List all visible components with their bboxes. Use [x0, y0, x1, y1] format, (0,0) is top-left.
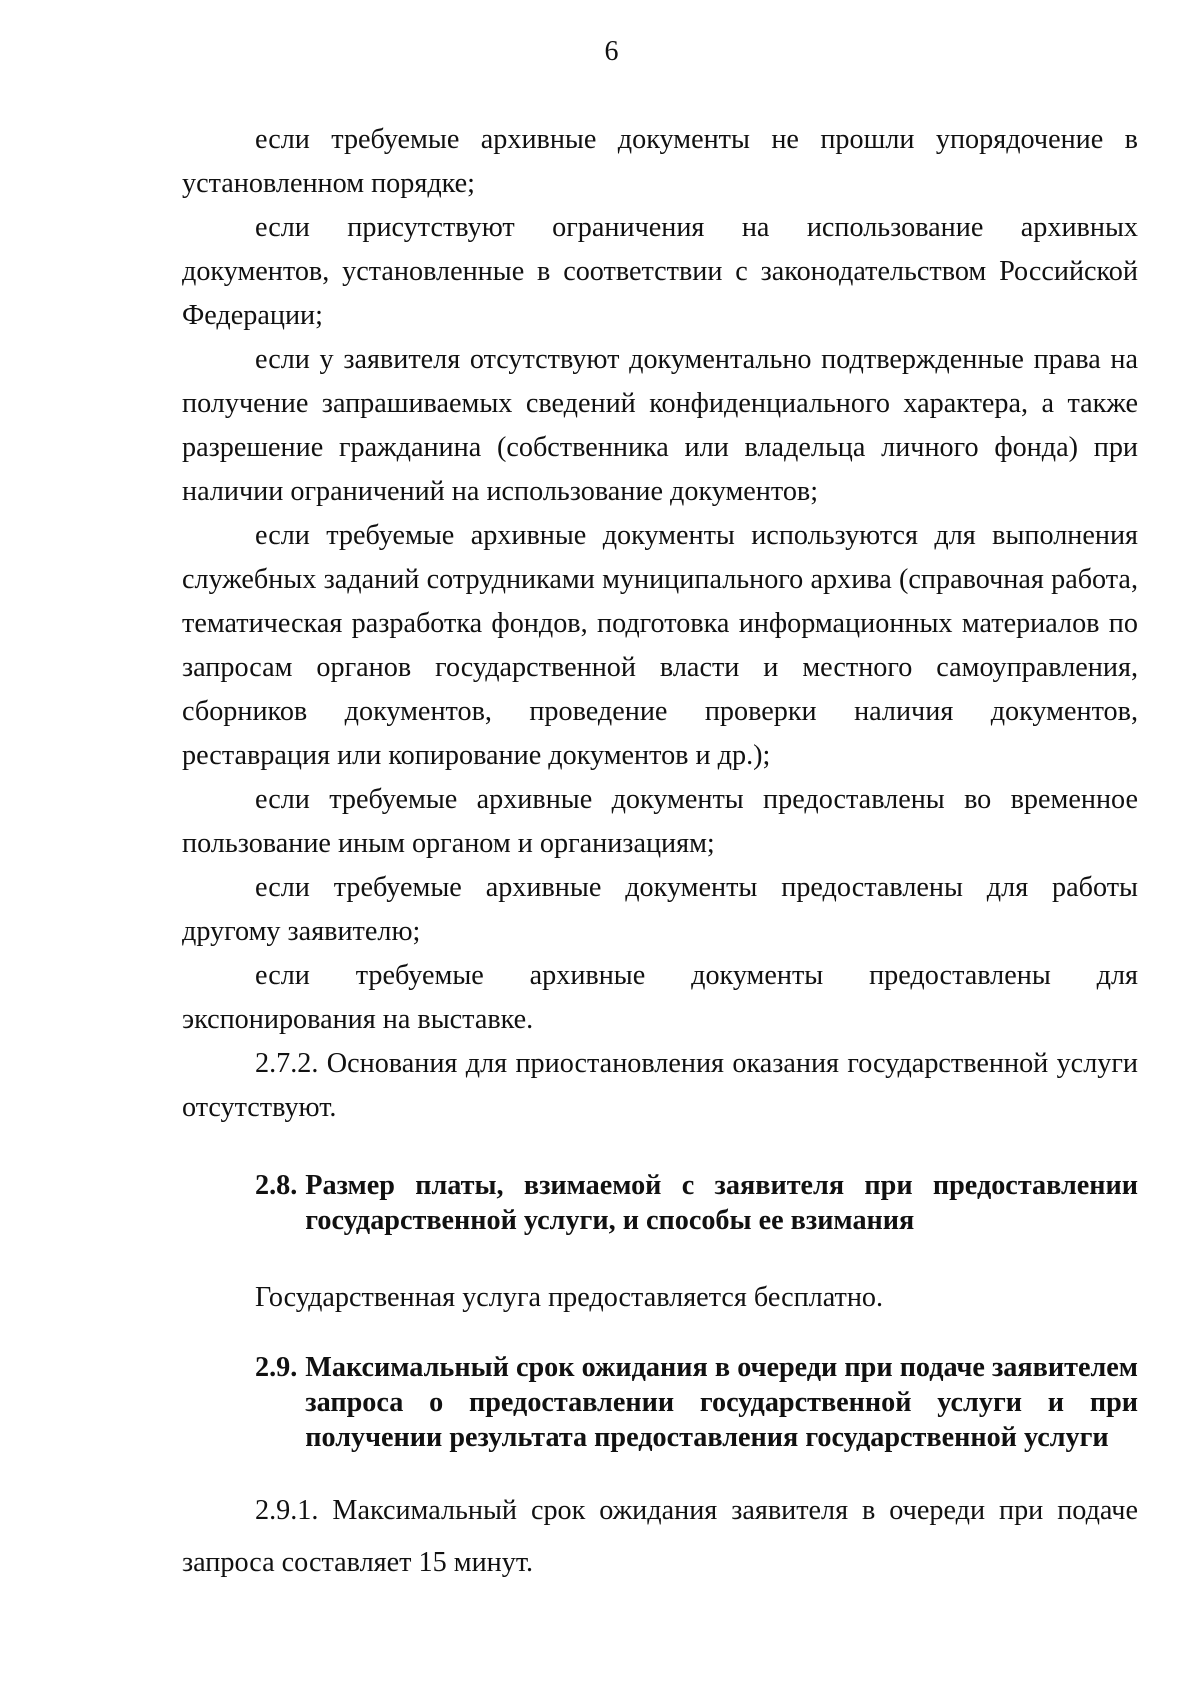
paragraph-other-applicant: если требуемые архивные документы предоставлены для работы другому заявителю;	[182, 872, 1138, 947]
section-number: 2.9.	[255, 1352, 298, 1383]
paragraph-2-7-2: 2.7.2. Основания для приостановления оказания государственной услуги отсутствуют.	[182, 1048, 1138, 1123]
paragraph-documents-in-use: если требуемые архивные документы используются для выполнения служебных заданий сотрудниками муниципального архива (справочная работа, тематическая разработка фондов, подготовка информационных материалов по запросам органов государственной власти и местного самоуправления, сборников документов, проведение проверки наличия документов, реставрация или копирование документов и др.);	[182, 520, 1138, 771]
paragraph-2-9-1: 2.9.1. Максимальный срок ожидания заявителя в очереди при подаче запроса составляет 15 минут.	[182, 1495, 1138, 1578]
paragraph-unordered-documents: если требуемые архивные документы не прошли упорядочение в установленном порядке;	[182, 124, 1138, 199]
document-body	[182, 118, 1138, 1589]
paragraph-no-confirmed-rights: если у заявителя отсутствуют документально подтвержденные права на получение запрашиваемых сведений конфиденциального характера, а также разрешение гражданина (собственника или владельца личного фонда) при наличии ограничений на использование документов;	[182, 344, 1138, 507]
section-number: 2.8.	[255, 1170, 298, 1201]
spacer	[182, 1320, 1138, 1350]
section-heading-2-9	[182, 1350, 1138, 1455]
spacer	[182, 1130, 1138, 1168]
section-title: Размер платы, взимаемой с заявителя при предоставлении государственной услуги, и способы ее взимания	[305, 1170, 1138, 1236]
paragraph-temporary-use: если требуемые архивные документы предоставлены во временное пользование иным органом и организациям;	[182, 784, 1138, 859]
section-2-8-body: Государственная услуга предоставляется бесплатно.	[255, 1282, 884, 1313]
spacer	[182, 1455, 1138, 1485]
paragraph-usage-restrictions: если присутствуют ограничения на использование архивных документов, установленные в соответствии с законодательством Российской Федерации;	[182, 212, 1138, 331]
page-number: 6	[604, 36, 619, 67]
spacer	[182, 1238, 1138, 1276]
section-heading-2-8	[182, 1168, 1138, 1238]
section-title: Максимальный срок ожидания в очереди при подаче заявителем запроса о предоставлении государственной услуги и при получении результата предоставления государственной услуги	[305, 1352, 1138, 1453]
paragraph-exhibition: если требуемые архивные документы предоставлены для экспонирования на выставке.	[182, 960, 1138, 1035]
